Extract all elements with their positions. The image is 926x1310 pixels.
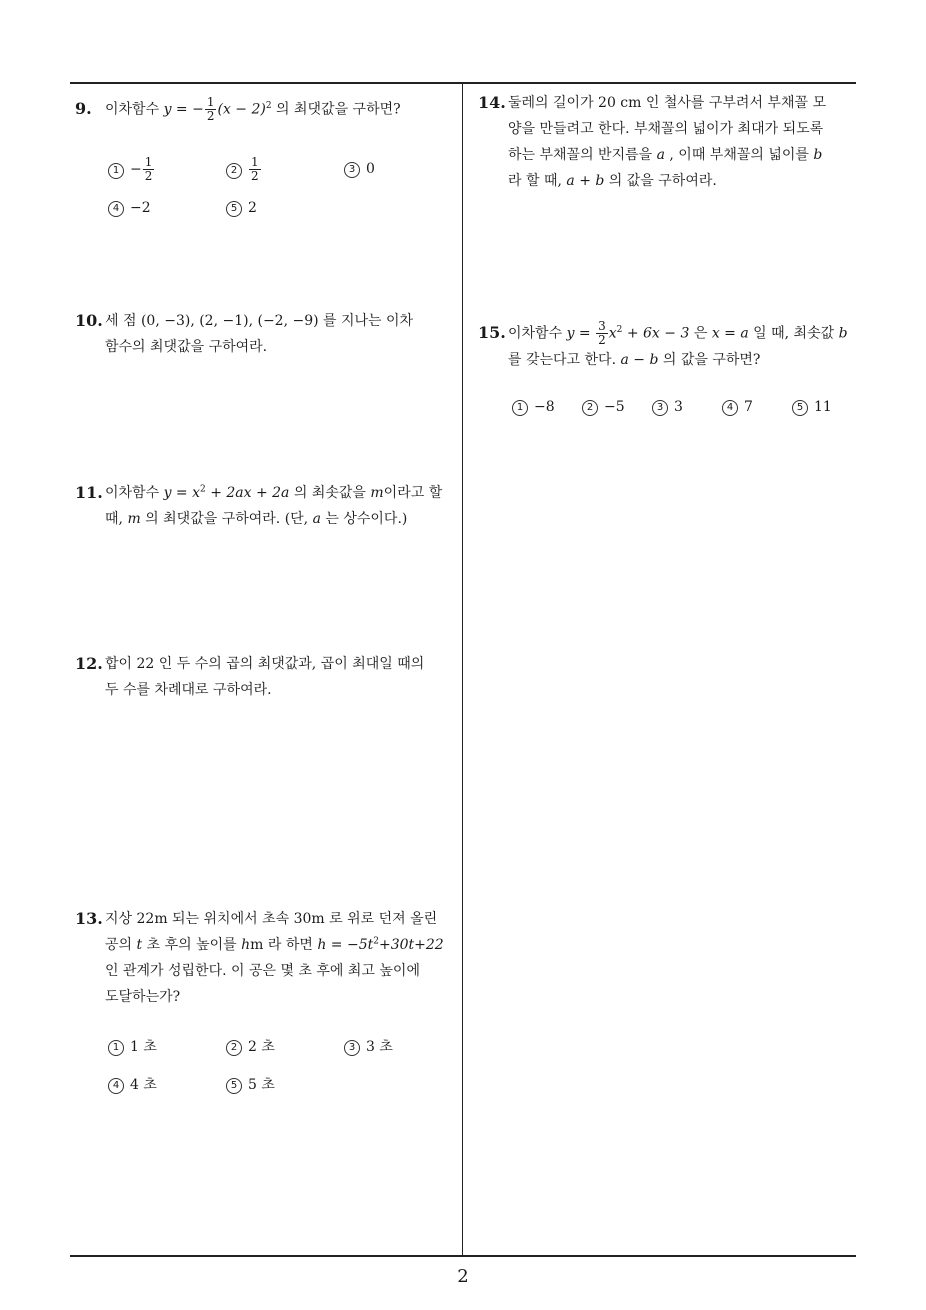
bottom-rule	[70, 1255, 856, 1257]
choice-5[interactable]: 5 11	[792, 399, 832, 416]
question-text: 지상 22m 되는 위치에서 초속 30m 로 위로 던져 올린 공의 t 초 후의 높이를 hm 라 하면 $h = -5t^2+30t+22$ 인 관계가 성립한다. 이 공은 몇 초 후에 최고 높이에 도달하는가?	[105, 911, 444, 1005]
fraction: $\frac{1}{2}$	[251, 155, 259, 183]
circled-number-icon: 4	[108, 201, 124, 217]
circled-number-icon: 1	[512, 400, 528, 416]
question-9	[75, 96, 457, 123]
question-15	[478, 320, 860, 373]
page-number: 2	[457, 1266, 469, 1287]
circled-number-icon: 3	[344, 162, 360, 178]
question-12	[75, 651, 457, 703]
choice-3[interactable]: 3 3	[652, 399, 683, 416]
choice-4[interactable]: 4 4 초	[108, 1074, 157, 1094]
fraction: $\frac{1}{2}$	[144, 155, 153, 183]
choice-1[interactable]: 1 −8	[512, 399, 555, 416]
question-number: 15.	[478, 323, 506, 342]
circled-number-icon: 4	[722, 400, 738, 416]
circled-number-icon: 2	[226, 163, 242, 179]
question-10	[75, 308, 457, 360]
circled-number-icon: 2	[226, 1040, 242, 1056]
choice-1[interactable]: 1 1 초	[108, 1036, 157, 1056]
circled-number-icon: 1	[108, 163, 124, 179]
choice-4[interactable]: 4 7	[722, 399, 753, 416]
question-text: 이차함수 y = $\frac{3}{2}$ $x^2 + 6x - 3$ 은 x = a 일 때, 최솟값 b 를 갖는다고 한다. a − b 의 값을 구하면?	[508, 319, 848, 368]
choice-3[interactable]: 3 0	[344, 161, 375, 178]
circled-number-icon: 5	[792, 400, 808, 416]
question-number: 9.	[75, 99, 92, 118]
circled-number-icon: 3	[652, 400, 668, 416]
question-text: 이차함수 y = − $\frac{1}{2}$ $(x - 2)^2$ 의 최댓값을 구하면?	[105, 95, 401, 123]
choice-2[interactable]: 2 2 초	[226, 1036, 275, 1056]
choice-2[interactable]: 2 −5	[582, 399, 625, 416]
column-divider	[462, 82, 463, 1256]
fraction: $\frac{1}{2}$	[206, 95, 215, 123]
circled-number-icon: 1	[108, 1040, 124, 1056]
question-11	[75, 480, 457, 532]
circled-number-icon: 5	[226, 1078, 242, 1094]
choice-3[interactable]: 3 3 초	[344, 1036, 393, 1056]
choice-2[interactable]	[226, 156, 262, 183]
circled-number-icon: 2	[582, 400, 598, 416]
question-number: 13.	[75, 909, 103, 928]
circled-number-icon: 3	[344, 1040, 360, 1056]
circled-number-icon: 5	[226, 201, 242, 217]
question-number: 14.	[478, 93, 506, 112]
question-14	[478, 90, 860, 194]
circled-number-icon: 4	[108, 1078, 124, 1094]
question-text: 세 점 (0, −3), (2, −1), (−2, −9) 를 지나는 이차 함수의 최댓값을 구하여라.	[105, 313, 414, 355]
question-13	[75, 906, 457, 1010]
question-text: 이차함수 $y = x^2 + 2ax + 2a$ 의 최솟값을 m이라고 할 때, m 의 최댓값을 구하여라. (단, a 는 상수이다.)	[105, 484, 443, 527]
choice-5[interactable]: 5 2	[226, 200, 257, 217]
choice-5[interactable]: 5 5 초	[226, 1074, 275, 1094]
fraction: $\frac{3}{2}$	[598, 319, 606, 347]
question-number: 11.	[75, 483, 103, 502]
question-number: 10.	[75, 311, 103, 330]
question-text: 합이 22 인 두 수의 곱의 최댓값과, 곱이 최대일 때의 두 수를 차례대로 구하여라.	[105, 656, 425, 698]
question-text: 둘레의 길이가 20 cm 인 철사를 구부려서 부채꼴 모 양을 만들려고 한다. 부채꼴의 넓이가 최대가 되도록 하는 부채꼴의 반지름을 a , 이때 부채꼴의 넓이를 b 라 할 때, a + b 의 값을 구하여라.	[508, 95, 826, 189]
choice-4[interactable]: 4 −2	[108, 200, 151, 217]
question-number: 12.	[75, 654, 103, 673]
choice-1[interactable]: 1 − $\frac{1}{2}$	[108, 156, 155, 183]
